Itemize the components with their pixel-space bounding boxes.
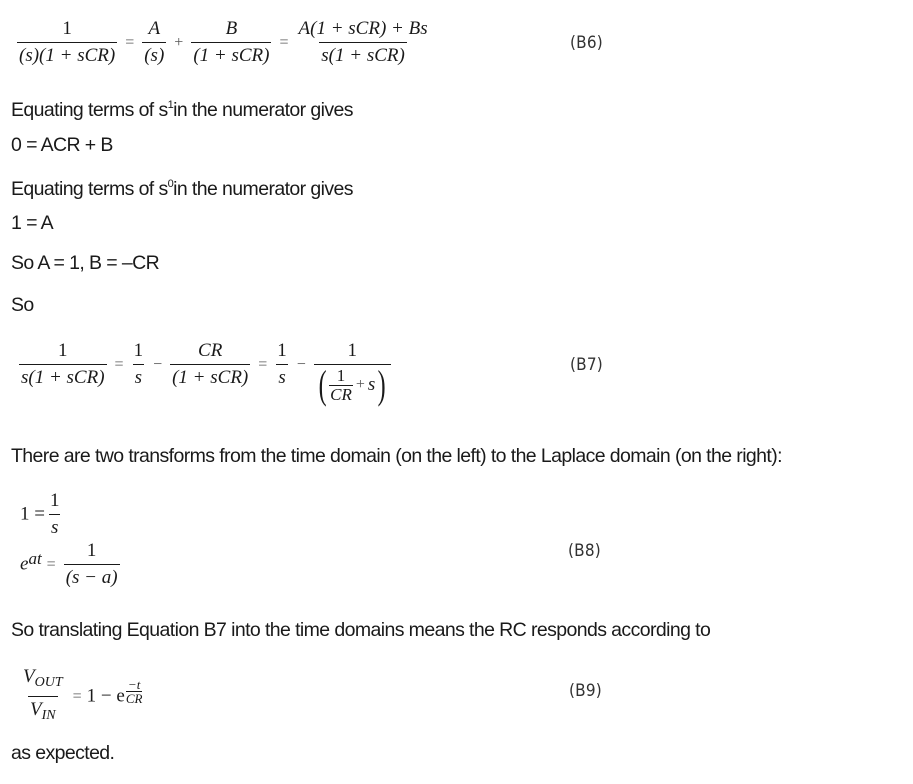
text-as-expected: as expected. bbox=[11, 742, 115, 764]
text-solution: So A = 1, B = –CR bbox=[11, 252, 160, 274]
equation-number-b7: (B7) bbox=[570, 355, 603, 375]
text-translating: So translating Equation B7 into the time domains means the RC responds according to bbox=[11, 619, 711, 641]
inner-fraction: $\frac{1}{CR}$ bbox=[330, 365, 352, 404]
fraction: $\frac{CR}{\text{(1 + sCR)}}$ bbox=[172, 340, 249, 388]
fraction: $\frac{V_{OUT}}{V_{IN}}$ bbox=[21, 666, 65, 727]
text-transforms-intro: There are two transforms from the time domain (on the left) to the Laplace domain (on the right): bbox=[11, 445, 782, 467]
equation-b8-line1: 1 = $\frac{1}{s}$ bbox=[20, 490, 60, 538]
fraction: $\frac{1}{s}$ bbox=[277, 340, 287, 388]
exponent-fraction: $\frac{-t}{CR}$ bbox=[125, 676, 143, 706]
denominator-group: ( $\frac{1}{CR}$ + s) bbox=[314, 364, 391, 405]
fraction: $\frac{1}{\text{s(1 + sCR)}}$ bbox=[21, 340, 105, 388]
text-equating-s0: Equating terms of $s^0in$ the numerator gives bbox=[11, 178, 353, 200]
fraction: $\frac{\text{A(1 + sCR) + Bs}}{\text{s(1 + sCR)}}$ bbox=[298, 18, 428, 66]
fraction: 1 ( $\frac{1}{CR}$ + s) bbox=[314, 340, 391, 405]
equation-b8-line2: eat = $\frac{1}{(s - a)}$ bbox=[20, 540, 118, 588]
equation-number-b9: (B9) bbox=[569, 681, 602, 701]
fraction: $\frac{1}{(s - a)}$ bbox=[65, 540, 118, 588]
fraction: $\frac{1}{s}$ bbox=[133, 340, 144, 388]
fraction: $\frac{A}{(s)}$ bbox=[144, 18, 165, 66]
equation-number-b6: (B6) bbox=[570, 33, 603, 53]
text-acr-equation: 0 = ACR + B bbox=[11, 134, 113, 156]
equation-b7: $\frac{1}{\text{s(1 + sCR)}}$ = $\frac{1}{s}$ − $\frac{CR}{\text{(1 + sCR)}}$ = $\frac{1}{s}$ − 1 ( $\frac{1}{CR}$ + s) bbox=[16, 340, 394, 405]
text-so: So bbox=[11, 294, 34, 316]
equation-b9: $\frac{V_{OUT}}{V_{IN}}$ = 1 − e $\frac{-t}{CR}$ bbox=[18, 666, 142, 727]
text-one-equals-a: 1 = A bbox=[11, 212, 53, 234]
fraction: $\frac{B}{\text{(1 + sCR)}}$ bbox=[193, 18, 270, 66]
fraction: $\frac{1}{\text{(s)(1 + sCR)}}$ bbox=[19, 18, 116, 66]
text-equating-s1: Equating terms of $s^1in$ the numerator gives bbox=[11, 99, 353, 121]
fraction: $\frac{1}{s}$ bbox=[49, 490, 60, 538]
equation-number-b8: (B8) bbox=[568, 541, 601, 561]
equation-b6: $\frac{1}{\text{(s)(1 + sCR)}}$ = $\frac{A}{(s)}$ + $\frac{B}{\text{(1 + sCR)}}$ = $\frac{\text{A(1 + sCR) + Bs}}{\text{s(1 + sCR)}}$ bbox=[19, 18, 428, 66]
